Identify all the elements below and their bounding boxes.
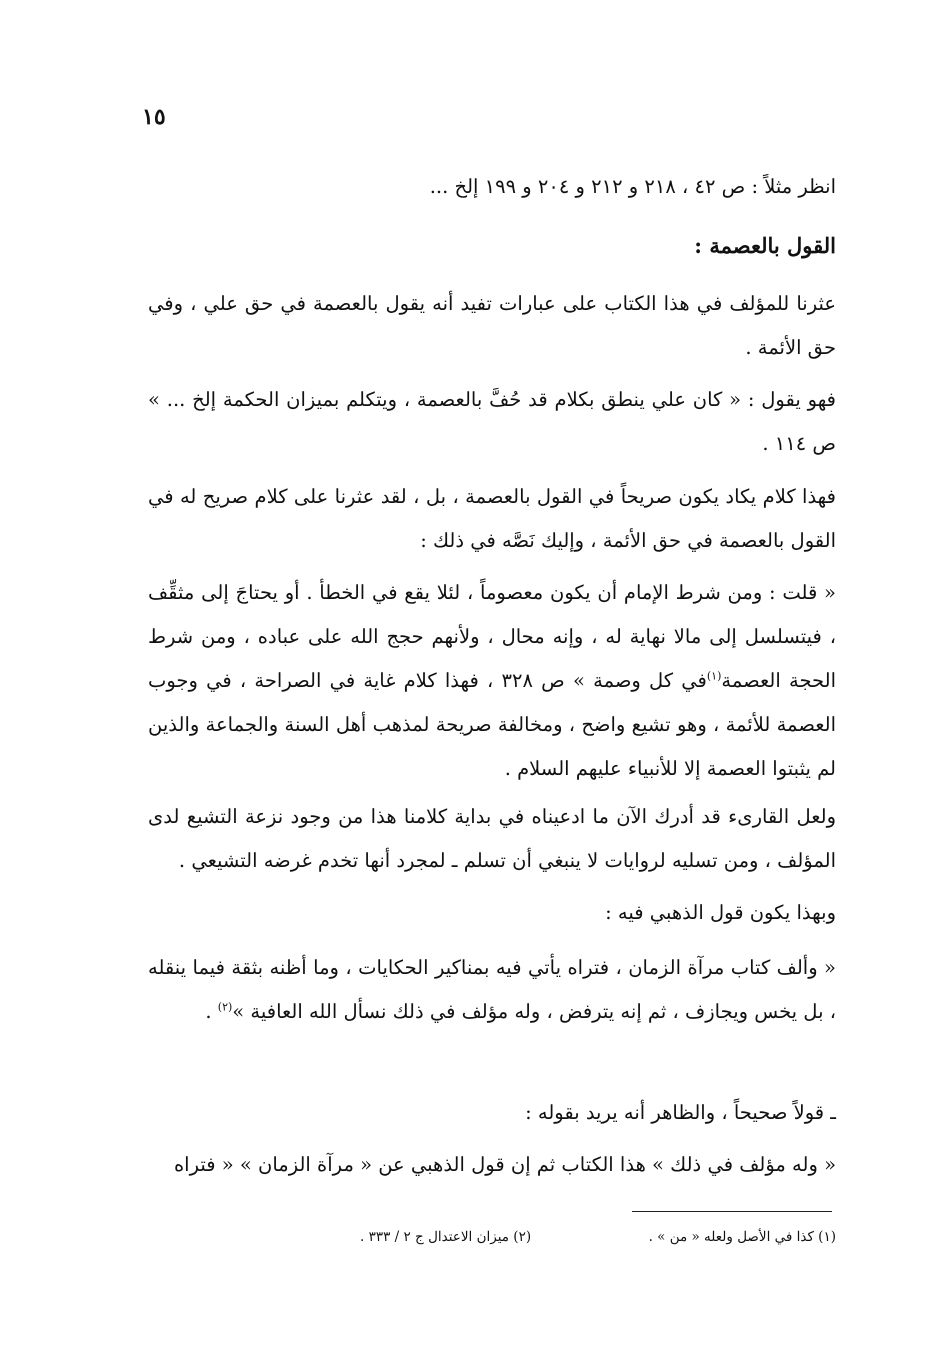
page-number: ١٥ xyxy=(142,104,166,130)
section-heading: القول بالعصمة : xyxy=(694,233,836,258)
intro-line: انظر مثلاً : ص ٤٢ ، ٢١٨ و ٢١٢ و ٢٠٤ و ١٩٩ إلخ ... xyxy=(429,175,836,198)
paragraph-3: فهذا كلام يكاد يكون صريحاً في القول بالعصمة ، بل ، لقد عثرنا على كلام صريح له في القول بالعصمة في حق الأئمة ، وإليك نَصَّه في ذلك : xyxy=(148,485,836,552)
paragraph-6: ـ قولاً صحيحاً ، والظاهر أنه يريد بقوله : xyxy=(525,1101,836,1124)
quote-1 xyxy=(148,571,836,791)
footnote-2: (٢) ميزان الاعتدال ج ٢ / ٣٣٣ . xyxy=(360,1229,532,1245)
quote-2-text-a: « وألف كتاب مرآة الزمان ، فتراه يأتي فيه بمناكير الحكايات ، وما أظنه بثقة فيما ينقله ، بل يخس ويجازف ، ثم إنه يترفض ، وله مؤلف في ذلك نسأل الله العافية » xyxy=(148,956,836,1023)
paragraph-7: « وله مؤلف في ذلك » هذا الكتاب ثم إن قول الذهبي عن « مرآة الزمان » « فتراه xyxy=(173,1153,836,1176)
quote-2-text-b: . xyxy=(205,1000,218,1023)
quote-1-text-a: « قلت : ومن شرط الإمام أن يكون معصوماً ، لئلا يقع في الخطأ . أو يحتاجَ إلى مثقِّف ، فيتسلسل إلى مالا نهاية له ، وإنه محال ، ولأنهم حجج الله على عباده ، ومن شرط الحجة العصمة xyxy=(148,581,837,692)
footnote-divider xyxy=(632,1211,832,1212)
paragraph-5: وبهذا يكون قول الذهبي فيه : xyxy=(605,901,836,924)
footnotes xyxy=(360,1226,836,1248)
paragraph-1: عثرنا للمؤلف في هذا الكتاب على عبارات تفيد أنه يقول بالعصمة في حق علي ، وفي حق الأئمة . xyxy=(148,292,836,359)
paragraph-4: ولعل القارىء قد أدرك الآن ما ادعيناه في بداية كلامنا هذا من وجود نزعة التشيع لدى المؤلف ، ومن تسليه لروايات لا ينبغي أن تسلم ـ لمجرد أنها تخدم غرضه التشيعي . xyxy=(148,805,836,872)
paragraph-2: فهو يقول : « كان علي ينطق بكلام قد حُفَّ بالعصمة ، ويتكلم بميزان الحكمة إلخ ... » ص ١١٤ . xyxy=(148,388,836,455)
footnote-ref-2: (٢) xyxy=(217,1000,233,1014)
footnote-ref-1: (١) xyxy=(706,669,722,683)
footnote-1: (١) كذا في الأصل ولعله « من » . xyxy=(648,1229,836,1245)
quote-2 xyxy=(148,946,836,1034)
quote-1-text-b: في كل وصمة » ص ٣٢٨ ، فهذا كلام غاية في الصراحة ، في وجوب العصمة للأئمة ، وهو تشيع واضح ، ومخالفة صريحة لمذهب أهل السنة والجماعة والذين لم يثبتوا العصمة إلا للأنبياء عليهم السلام . xyxy=(148,669,836,780)
